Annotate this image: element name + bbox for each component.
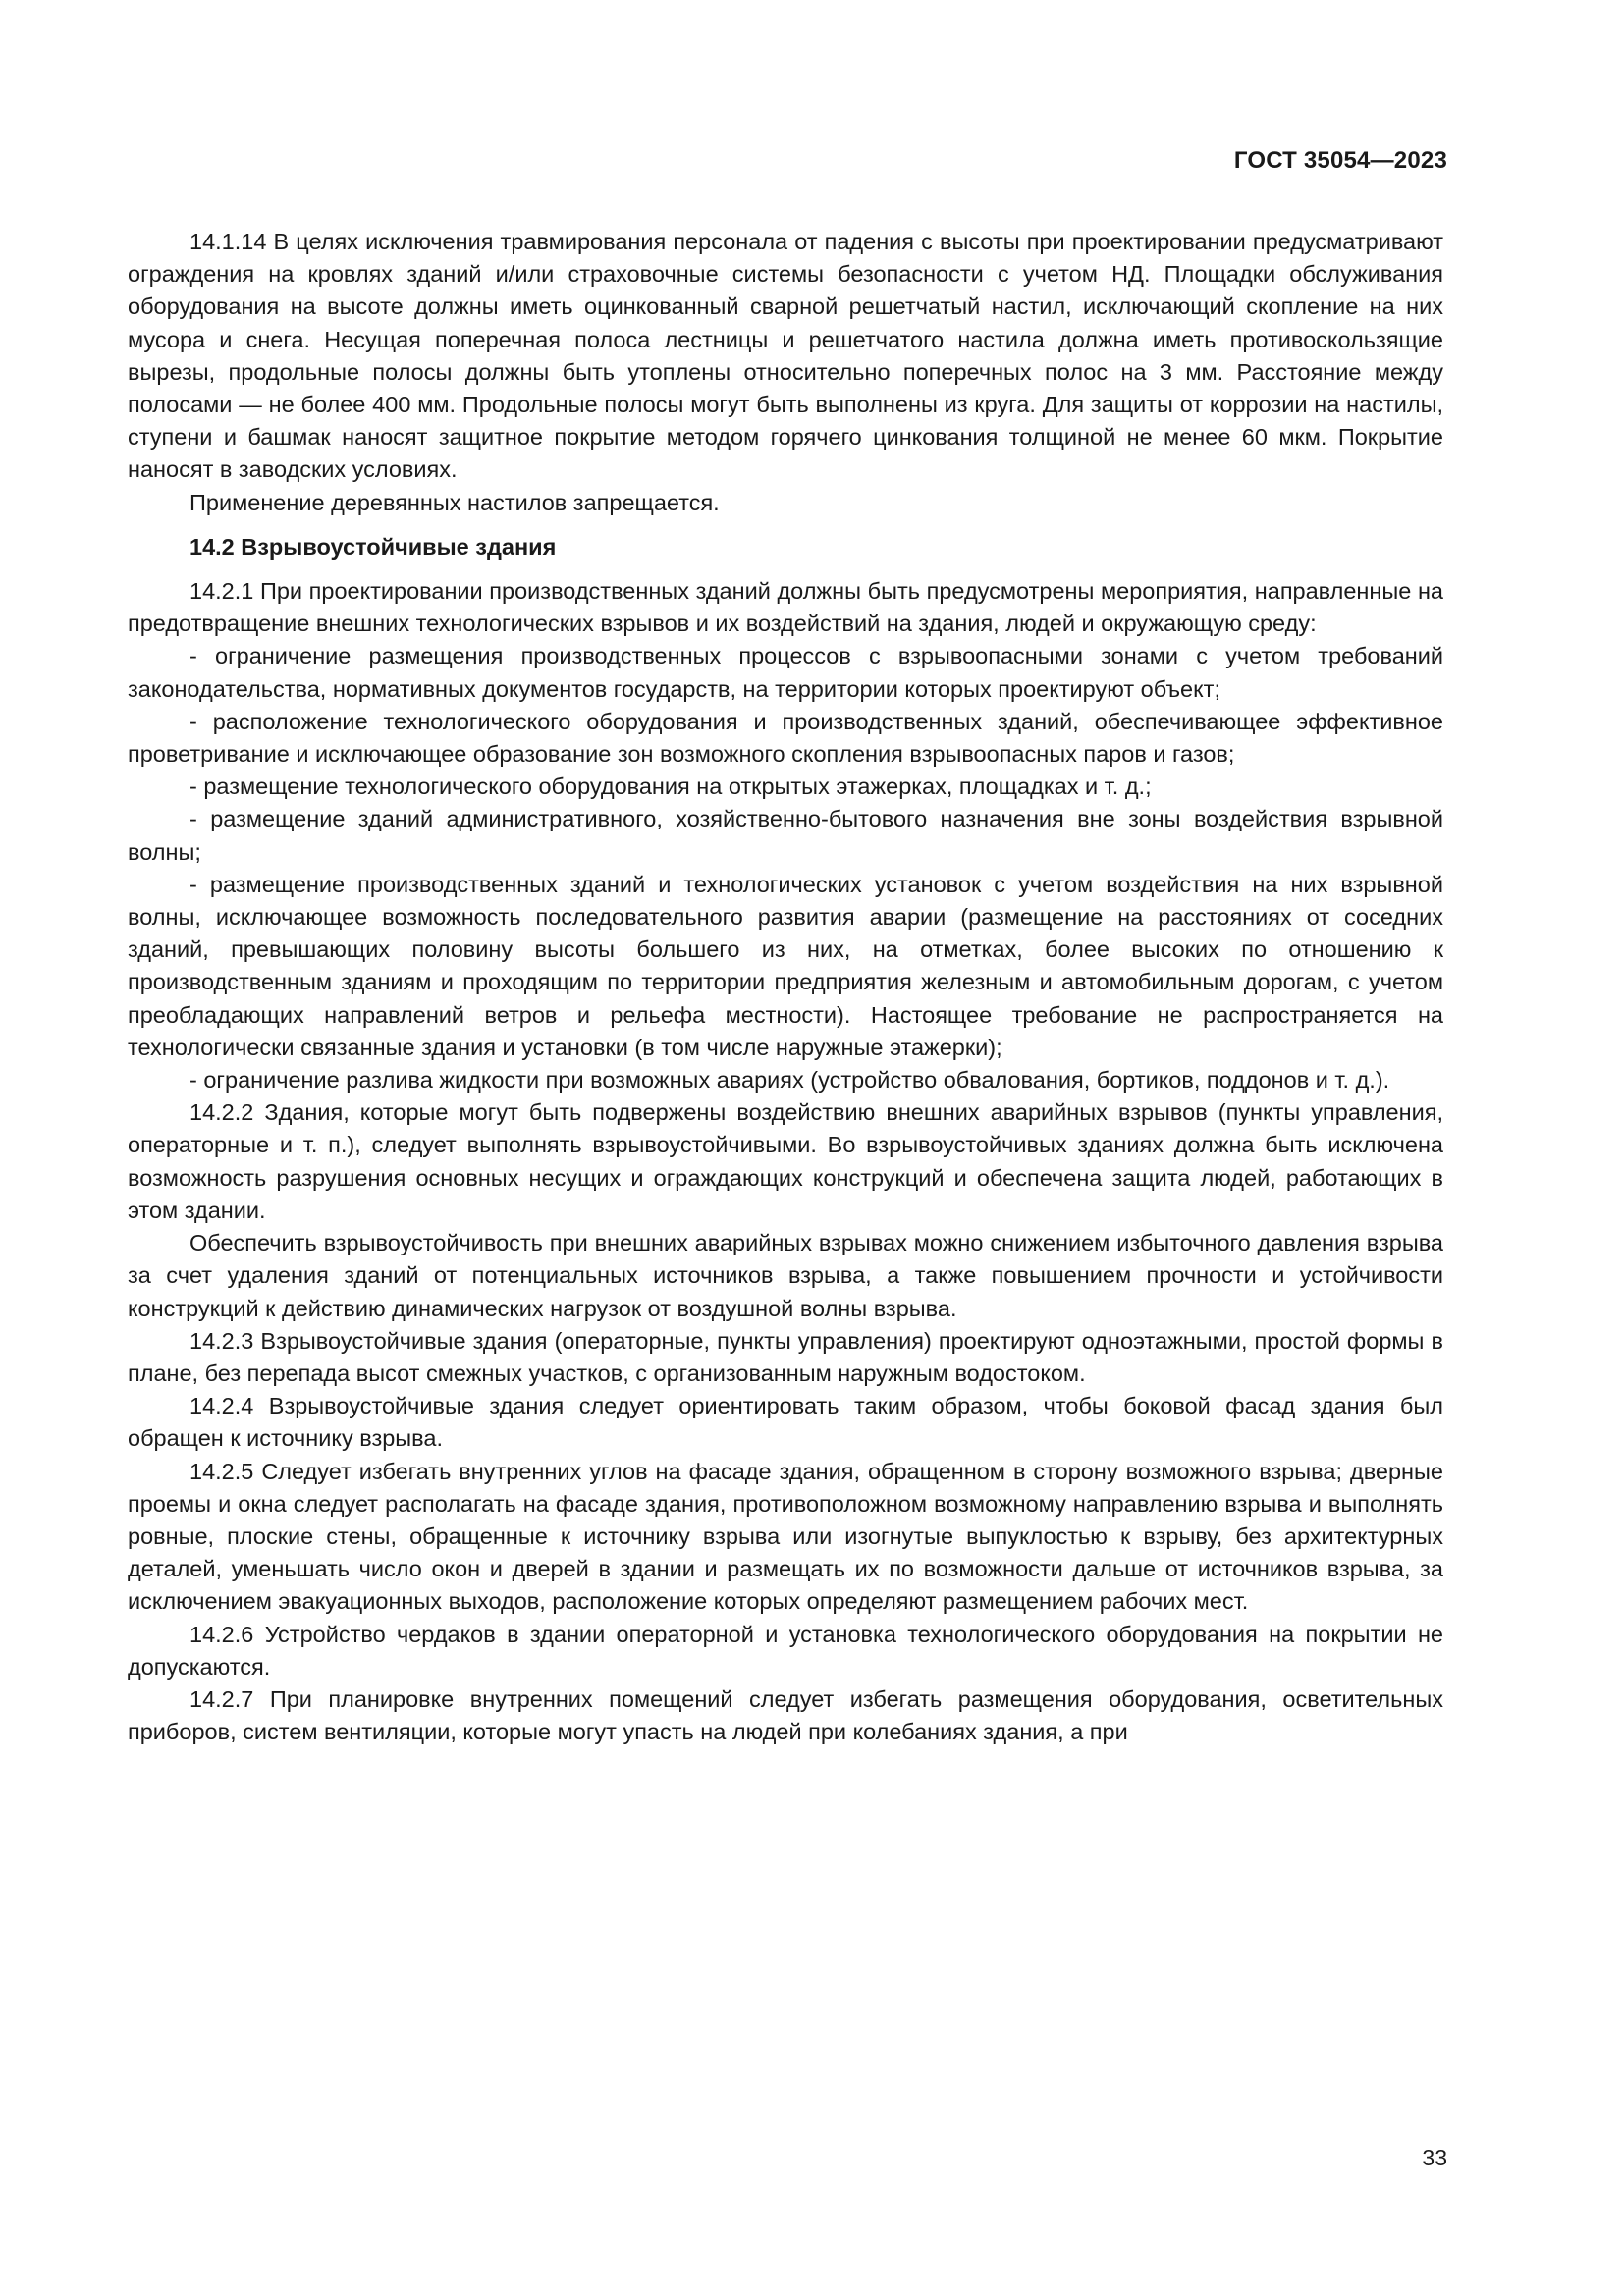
list-item-admin-buildings: - размещение зданий административного, хозяйственно-бытового назначения вне зоны воздействия взрывной волны;: [128, 806, 1443, 865]
paragraph-14-2-4: 14.2.4 Взрывоустойчивые здания следует ориентировать таким образом, чтобы боковой фасад здания был обращен к источнику взрыва.: [128, 1393, 1443, 1452]
document-body: [128, 226, 1443, 1748]
list-item-open-platforms: - размещение технологического оборудования на открытых этажерках, площадках и т. д.;: [189, 774, 1152, 800]
paragraph-explosion-resistance: Обеспечить взрывоустойчивость при внешних аварийных взрывах можно снижением избыточного давления взрыва за счет удаления зданий от потенциальных источников взрыва, а также повышением прочности и устойчивости конструкций к действию динамических нагрузок от воздушной волны взрыва.: [128, 1230, 1443, 1321]
paragraph-14-2-7: 14.2.7 При планировке внутренних помещений следует избегать размещения оборудования, осветительных приборов, систем вентиляции, которые могут упасть на людей при колебаниях здания, а при: [128, 1685, 1443, 1745]
paragraph-14-2-6: 14.2.6 Устройство чердаков в здании операторной и установка технологического оборудования на покрытии не допускаются.: [128, 1621, 1443, 1680]
section-heading-14-2: 14.2 Взрывоустойчивые здания: [189, 533, 557, 560]
paragraph-14-1-14: 14.1.14 В целях исключения травмирования персонала от падения с высоты при проектировании предусматривают ограждения на кровлях зданий и/или страховочные системы безопасности с учетом НД. Площадки обслуживания оборудования на высоте должны иметь оцинкованный сварной решетчатый настил, исключающий скопление на них мусора и снега. Несущая поперечная полоса лестницы и решетчатого настила должна иметь противоскользящие вырезы, продольные полосы должны быть утоплены относительно поперечных полос на 3 мм. Расстояние между полосами — не более 400 мм. Продольные полосы могут быть выполнены из круга. Для защиты от коррозии на настилы, ступени и башмак наносят защитное покрытие методом горячего цинкования толщиной не менее 60 мкм. Покрытие наносят в заводских условиях.: [128, 229, 1443, 483]
list-item-equipment-location: - расположение технологического оборудования и производственных зданий, обеспечивающее эффективное проветривание и исключающее образование зон возможного скопления взрывоопасных паров и газов;: [128, 708, 1443, 768]
list-item-liquid-spill: - ограничение разлива жидкости при возможных авариях (устройство обвалования, бортиков, поддонов и т. д.).: [189, 1067, 1390, 1094]
paragraph-14-2-1: 14.2.1 При проектировании производственных зданий должны быть предусмотрены мероприятия, направленные на предотвращение внешних технологических взрывов и их воздействий на здания, людей и окружающую среду:: [128, 578, 1443, 637]
list-item-production-buildings: - размещение производственных зданий и технологических установок с учетом воздействия на них взрывной волны, исключающее возможность последовательного развития аварии (размещение на расстояниях от соседних зданий, превышающих половину высоты большего из них, на отметках, более высоких по отношению к производственным зданиям и проходящим по территории предприятия железным и автомобильным дорогам, с учетом преобладающих направлений ветров и рельефа местности). Настоящее требование не распространяется на технологически связанные здания и установки (в том числе наружные этажерки);: [128, 871, 1443, 1060]
list-item-limit-placement: - ограничение размещения производственных процессов с взрывоопасными зонами с учетом требований законодательства, нормативных документов государств, на территории которых проектируют объект;: [128, 643, 1443, 702]
paragraph-14-2-2: 14.2.2 Здания, которые могут быть подвержены воздействию внешних аварийных взрывов (пункты управления, операторные и т. п.), следует выполнять взрывоустойчивыми. Во взрывоустойчивых зданиях должна быть исключена возможность разрушения основных несущих и ограждающих конструкций и обеспечена защита людей, работающих в этом здании.: [128, 1099, 1443, 1223]
document-id-header: ГОСТ 35054—2023: [1233, 147, 1447, 174]
paragraph-14-2-3: 14.2.3 Взрывоустойчивые здания (операторные, пункты управления) проектируют одноэтажными, простой формы в плане, без перепада высот смежных участков, с организованным наружным водостоком.: [128, 1327, 1443, 1386]
paragraph-14-2-5: 14.2.5 Следует избегать внутренних углов на фасаде здания, обращенном в сторону возможного взрыва; дверные проемы и окна следует располагать на фасаде здания, противоположном возможному направлению взрыва и выполнять ровные, плоские стены, обращенные к источнику взрыва или изогнутые выпуклостью к взрыву, без архитектурных деталей, уменьшать число окон и дверей в здании и размещать их по возможности дальше от источников взрыва, за исключением эвакуационных выходов, расположение которых определяют размещением рабочих мест.: [128, 1458, 1443, 1615]
paragraph-wooden-decking-prohibited: Применение деревянных настилов запрещается.: [189, 489, 720, 515]
page-number: 33: [1422, 2145, 1447, 2170]
